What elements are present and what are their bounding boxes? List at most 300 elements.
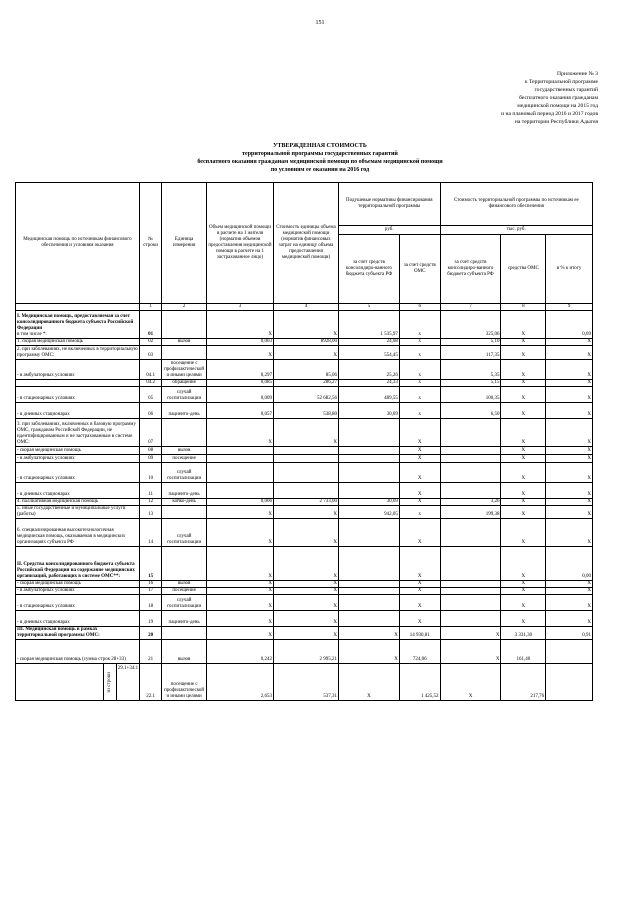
table-row [16,311,593,339]
header-care-type: Медицинская помощь по источникам финансового обеспечения и условиям оказания [16,183,140,304]
table-row [16,403,593,419]
oms-cost-cell: X [501,588,546,595]
column-number: 4 [273,304,338,311]
unit-cost-cell: X [273,506,338,519]
oms-cost-cell: X [501,455,546,463]
row-label [16,506,140,519]
row-label-text: - в дневных стационарах [17,620,70,625]
oms-per-capita-cell: X [399,483,440,499]
row-label-text: - скорая медицинская помощь [17,448,81,453]
table-row [16,380,593,387]
unit-cost-cell: X [273,588,338,595]
column-number: 9 [546,304,593,311]
unit-cost-cell: 2 995,21 [273,640,338,664]
appendix-line: государственных гарантий [534,87,598,93]
document-title [130,142,510,174]
table-row [16,419,593,447]
budget-per-capita-cell [338,588,399,595]
unit-cost-cell: X [273,547,338,581]
budget-per-capita-cell [338,463,399,483]
line-number: 05 [139,387,161,403]
table-row [16,447,593,455]
title-line: территориальной программы государственных гарантий [242,151,398,157]
budget-per-capita-cell: X [338,664,399,701]
percent-cell: X [546,447,593,455]
row-label-text: - в стационарных условиях [17,476,75,481]
budget-cost-cell: X [440,627,501,640]
budget-cost-cell: 5,10 [440,339,501,346]
unit-cell: пациенто-день [162,611,207,627]
table-row [16,519,593,547]
budget-per-capita-cell [338,611,399,627]
appendix-line: Приложение № 3 [557,71,598,77]
line-number: 13 [139,506,161,519]
row-label [16,387,140,403]
oms-cost-cell: X [501,483,546,499]
budget-cost-cell: 5,35 [440,360,501,380]
column-number: 8 [501,304,546,311]
percent-cell [546,640,593,664]
percent-cell: X [546,346,593,360]
header-line-no: № строки [139,183,161,304]
row-label [16,595,140,611]
percent-cell: X [546,419,593,447]
unit-cost-cell: 52 682,56 [273,387,338,403]
row-label-text: III. Медицинская помощь в рамках территориальной программы ОМС: [17,627,100,638]
row-label [16,499,140,506]
row-label-text: - в амбулаторных условиях [17,456,75,461]
budget-per-capita-cell [338,483,399,499]
volume-cell: 0,085 [206,380,273,387]
oms-cost-cell: X [501,360,546,380]
unit-cost-cell [273,447,338,455]
budget-per-capita-cell: 24,08 [338,339,399,346]
unit-cell: посещение с профилактической и иными целями [162,664,207,701]
percent-cell: X [546,519,593,547]
table-row [16,387,593,403]
oms-cost-cell: 161,40 [501,640,546,664]
header-rub: руб. [338,226,440,235]
unit-cell: посещение [162,588,207,595]
appendix-line: медицинской помощи на 2015 год [517,103,598,109]
table-row [16,339,593,346]
line-number: 12 [139,499,161,506]
budget-cost-cell: 3,26 [440,499,501,506]
table-row [16,664,593,701]
row-label-note: в том числе *: [17,332,47,337]
row-label [16,403,140,419]
row-label [16,419,140,447]
oms-cost-cell: X [501,611,546,627]
oms-cost-cell: X [501,387,546,403]
budget-cost-cell: 100,35 [440,387,501,403]
unit-cell: случай госпитализации [162,387,207,403]
row-label [16,360,140,380]
row-label-text: 5. иные государственные и муниципальные услуги (работы) [17,506,126,517]
volume-cell [206,455,273,463]
table-row [16,547,593,581]
percent-cell: X [546,455,593,463]
budget-per-capita-cell: 1 535,97 [338,311,399,339]
row-label-text: 3. при заболеваниях, включенных в базовую программу ОМС, гражданам Российской Федерации, не идентифицированным и не застрахованным в системе ОМС: [17,422,136,445]
budget-per-capita-cell: X [338,640,399,664]
header-unit-cost: Стоимость единицы объема медицинской помощи (норматив финансовых затрат на единицу объема предоставления медицинской помощи) [273,183,338,304]
row-label-text: - в стационарных условиях [17,604,75,609]
line-number: 11 [139,483,161,499]
column-number: 1 [139,304,161,311]
header-budget-cost: за счет средств консолидиро-ванного бюджета субъекта РФ [440,235,501,304]
row-label-text: - в дневных стационарах [17,412,70,417]
unit-cell [162,506,207,519]
budget-cost-cell [440,581,501,588]
oms-per-capita-cell: 1 425,52 [399,664,440,701]
oms-per-capita-cell: X [399,588,440,595]
oms-per-capita-cell: X [399,499,440,506]
unit-cell: койко-день [162,499,207,506]
budget-cost-cell [440,519,501,547]
header-oms-cost: средства ОМС [501,235,546,304]
unit-cell [162,419,207,447]
line-number: 10 [139,463,161,483]
unit-cell: пациенто-день [162,403,207,419]
volume-cell: 0,057 [206,403,273,419]
line-number: 20 [139,627,161,640]
oms-per-capita-cell: X [399,447,440,455]
budget-per-capita-cell [338,447,399,455]
percent-cell: X [546,499,593,506]
oms-cost-cell: X [501,339,546,346]
row-label [16,581,140,588]
line-number: 19 [139,611,161,627]
title-line: бесплатного оказания гражданам медицинской помощи по объемам медицинской помощи [197,159,443,165]
row-label [16,463,140,483]
oms-cost-cell: X [501,547,546,581]
oms-per-capita-cell: x [399,403,440,419]
row-label [16,664,140,701]
budget-cost-cell: 117,35 [440,346,501,360]
oms-cost-cell: X [501,519,546,547]
budget-per-capita-cell [338,419,399,447]
column-number [16,304,140,311]
line-number: 02 [139,339,161,346]
percent-cell: 0,91 [546,627,593,640]
row-label-text: - в амбулаторных условиях [17,588,75,593]
table-row [16,463,593,483]
budget-per-capita-cell: 30,69 [338,499,399,506]
page-number: 151 [315,20,325,26]
oms-cost-cell: X [501,419,546,447]
row-label [16,611,140,627]
line-number: 15 [139,547,161,581]
budget-per-capita-cell: 30,69 [338,403,399,419]
unit-cell: пациенто-день [162,483,207,499]
unit-cell: вызов [162,640,207,664]
unit-cell [162,627,207,640]
volume-cell: X [206,588,273,595]
budget-per-capita-cell: 942,05 [338,506,399,519]
oms-per-capita-cell: 724,06 [399,640,440,664]
unit-cell [162,547,207,581]
budget-per-capita-cell: 554,45 [338,346,399,360]
volume-cell: 0,242 [206,640,273,664]
volume-cell: X [206,419,273,447]
oms-per-capita-cell: x [399,380,440,387]
budget-cost-cell [440,483,501,499]
unit-cost-cell: X [273,519,338,547]
unit-cost-cell: 286,27 [273,380,338,387]
column-number: 2 [162,304,207,311]
oms-per-capita-cell: X [399,419,440,447]
percent-cell: X [546,595,593,611]
table-row [16,346,593,360]
table-row [16,611,593,627]
line-number: 01 [139,311,161,339]
oms-cost-cell: X [501,346,546,360]
oms-per-capita-cell: x [399,339,440,346]
volume-cell: X [206,595,273,611]
budget-per-capita-cell [338,455,399,463]
table-row [16,506,593,519]
unit-cost-cell [273,455,338,463]
appendix-note [388,70,598,126]
unit-cost-cell: X [273,627,338,640]
appendix-line: на территории Республики Адыгея [514,119,598,125]
budget-cost-cell: 199,38 [440,506,501,519]
line-number: 22.1 [139,664,161,701]
unit-cost-cell: X [273,595,338,611]
table-body [16,311,593,701]
unit-cell: случай госпитализации [162,519,207,547]
row-label [16,455,140,463]
row-label [16,547,140,581]
volume-cell [206,483,273,499]
line-number: 06 [139,403,161,419]
volume-cell: X [206,506,273,519]
oms-per-capita-cell: x [399,360,440,380]
unit-cost-cell: 85,06 [273,360,338,380]
row-label [16,380,140,387]
table-row [16,588,593,595]
table-row [16,360,593,380]
row-label [16,311,140,339]
percent-cell: X [546,387,593,403]
row-label-text: - скорая медицинская помощь [17,581,81,586]
table-row [16,640,593,664]
oms-per-capita-cell: X [399,611,440,627]
column-number: 5 [338,304,399,311]
line-number: 14 [139,519,161,547]
unit-cell: посещение [162,455,207,463]
line-number: 03 [139,346,161,360]
table-row [16,581,593,588]
budget-cost-cell [440,463,501,483]
volume-cell: X [206,611,273,627]
oms-cost-cell: X [501,506,546,519]
volume-cell: X [206,519,273,547]
budget-per-capita-cell: 489,55 [338,387,399,403]
percent-cell: X [546,360,593,380]
unit-cost-cell: 537,31 [273,664,338,701]
percent-cell: 0,09 [546,311,593,339]
appendix-line: к Территориальной программе [524,79,598,85]
volume-cell: X [206,346,273,360]
line-number: 04.1 [139,360,161,380]
line-number: 16 [139,581,161,588]
table-row [16,595,593,611]
budget-cost-cell [440,447,501,455]
row-label-text: 1. скорая медицинская помощь [17,339,83,344]
oms-per-capita-cell: x [399,346,440,360]
appendix-line: бесплатного оказания гражданам [519,95,598,101]
unit-cost-cell: X [273,611,338,627]
budget-cost-cell: X [440,640,501,664]
table-row [16,483,593,499]
budget-cost-cell [440,419,501,447]
line-number: 18 [139,595,161,611]
title-line: по условиям ее оказания на 2016 год [270,167,370,173]
row-label-text: - в дневных стационарах [17,492,70,497]
unit-cost-cell [273,463,338,483]
header-per-capita: Подушевые нормативы финансирования территориальной программы [338,183,440,226]
percent-cell [546,664,593,701]
oms-cost-cell: X [501,581,546,588]
line-number: 04.2 [139,380,161,387]
oms-cost-cell: X [501,403,546,419]
line-number: 08 [139,447,161,455]
column-number: 7 [440,304,501,311]
percent-cell: X [546,483,593,499]
volume-cell: 0,003 [206,339,273,346]
row-label [16,519,140,547]
oms-cost-cell: X [501,380,546,387]
table-row [16,499,593,506]
unit-cell [162,346,207,360]
unit-cell: случай госпитализации [162,595,207,611]
header-oms-per-capita: за счет средств ОМС [399,235,440,304]
budget-per-capita-cell [338,581,399,588]
line-number: 17 [139,588,161,595]
row-label-text: 6. специализированная высокотехнологичная медицинская помощь, оказываемая в медицинских организациях субъекта РФ [17,528,126,545]
unit-cost-cell: 2 733,00 [273,499,338,506]
percent-cell: X [546,588,593,595]
cost-table [15,182,593,701]
unit-cell [162,311,207,339]
oms-cost-cell: X [501,463,546,483]
row-label [16,346,140,360]
header-volume: Объем медицинской помощи в расчете на 1 жителя (норматив объемов предоставления медицинской помощи в расчете на 1 застрахованное лицо) [206,183,273,304]
oms-per-capita-cell: x [399,311,440,339]
percent-cell: X [546,506,593,519]
oms-cost-cell: X [501,447,546,455]
percent-cell: X [546,380,593,387]
unit-cost-cell: X [273,311,338,339]
row-label-text: 2. при заболеваниях, не включенных в территориальную программу ОМС: [17,347,138,358]
column-number: 3 [206,304,273,311]
budget-per-capita-cell [338,547,399,581]
header-percent: в % к итогу [546,235,593,304]
oms-cost-cell: X [501,595,546,611]
unit-cost-cell [273,483,338,499]
budget-cost-cell [440,611,501,627]
budget-cost-cell [440,455,501,463]
row-label [16,483,140,499]
table-row [16,455,593,463]
budget-cost-cell [440,595,501,611]
volume-cell: X [206,581,273,588]
oms-per-capita-cell: 14 930,81 [399,627,440,640]
unit-cell: посещение с профилактической и иными целями [162,360,207,380]
unit-cost-cell: X [273,346,338,360]
percent-cell: 0,00 [546,547,593,581]
row-label [16,339,140,346]
budget-cost-cell [440,588,501,595]
budget-per-capita-cell: 25,26 [338,360,399,380]
budget-cost-cell: 5,15 [440,380,501,387]
budget-cost-cell: X [440,664,501,701]
header-unit: Единица измерения [162,183,207,304]
oms-cost-cell: 3 331,30 [501,627,546,640]
oms-cost-cell: X [501,311,546,339]
unit-cost-cell: X [273,581,338,588]
row-label-text: 4. паллиативная медицинская помощь [17,499,99,504]
percent-cell: X [546,463,593,483]
header-budget-per-capita: за счет средств консолидиро-ванного бюджета субъекта РФ [338,235,399,304]
oms-cost-cell: 217,76 [501,664,546,701]
volume-cell: X [206,311,273,339]
budget-per-capita-cell [338,595,399,611]
row-label-text: - скорая медицинская помощь (сумма строк 28+33) [17,657,126,662]
sub-line: 29.1+34.1 [116,664,139,700]
oms-per-capita-cell: X [399,547,440,581]
volume-cell: X [206,547,273,581]
budget-per-capita-cell [338,519,399,547]
header-thousand-rub: тыс. руб. [440,226,592,235]
row-label-text: I. Медицинская помощь, предоставляемая за счет консолидированного бюджета субъекта Российской Федерации [17,314,134,331]
unit-cell: случай госпитализации [162,463,207,483]
appendix-line: и на плановый период 2016 и 2017 годов [501,111,598,117]
header-program-cost: Стоимость территориальной программы по источникам ее финансового обеспечения [440,183,592,226]
row-label [16,640,140,664]
budget-per-capita-cell: 24,33 [338,380,399,387]
volume-cell: 0,297 [206,360,273,380]
oms-per-capita-cell: X [399,519,440,547]
row-label-text: - в стационарных условиях [17,396,75,401]
budget-cost-cell [440,547,501,581]
percent-cell: X [546,403,593,419]
volume-cell: 2,653 [206,664,273,701]
title-line: УТВЕРЖДЕННАЯ СТОИМОСТЬ [273,143,367,149]
budget-cost-cell: 325,06 [440,311,501,339]
unit-cell: вызов [162,581,207,588]
oms-per-capita-cell: X [399,455,440,463]
percent-cell: X [546,611,593,627]
volume-cell: 0,006 [206,499,273,506]
column-number: 6 [399,304,440,311]
row-label [16,447,140,455]
line-number: 21 [139,640,161,664]
row-label [16,627,140,640]
oms-per-capita-cell: X [399,463,440,483]
row-label-text: II. Средства консолидированного бюджета субъекта Российской Федерации на содержание медицинских организаций, работающих в системе ОМС**: [17,562,135,579]
oms-per-capita-cell: X [399,581,440,588]
unit-cost-cell: X [273,419,338,447]
unit-cell: вызов [162,447,207,455]
budget-cost-cell: 6,50 [440,403,501,419]
line-number: 07 [139,419,161,447]
row-label-text: - в амбулаторных условиях [17,373,75,378]
unit-cost-cell: 8928,00 [273,339,338,346]
oms-per-capita-cell: x [399,506,440,519]
